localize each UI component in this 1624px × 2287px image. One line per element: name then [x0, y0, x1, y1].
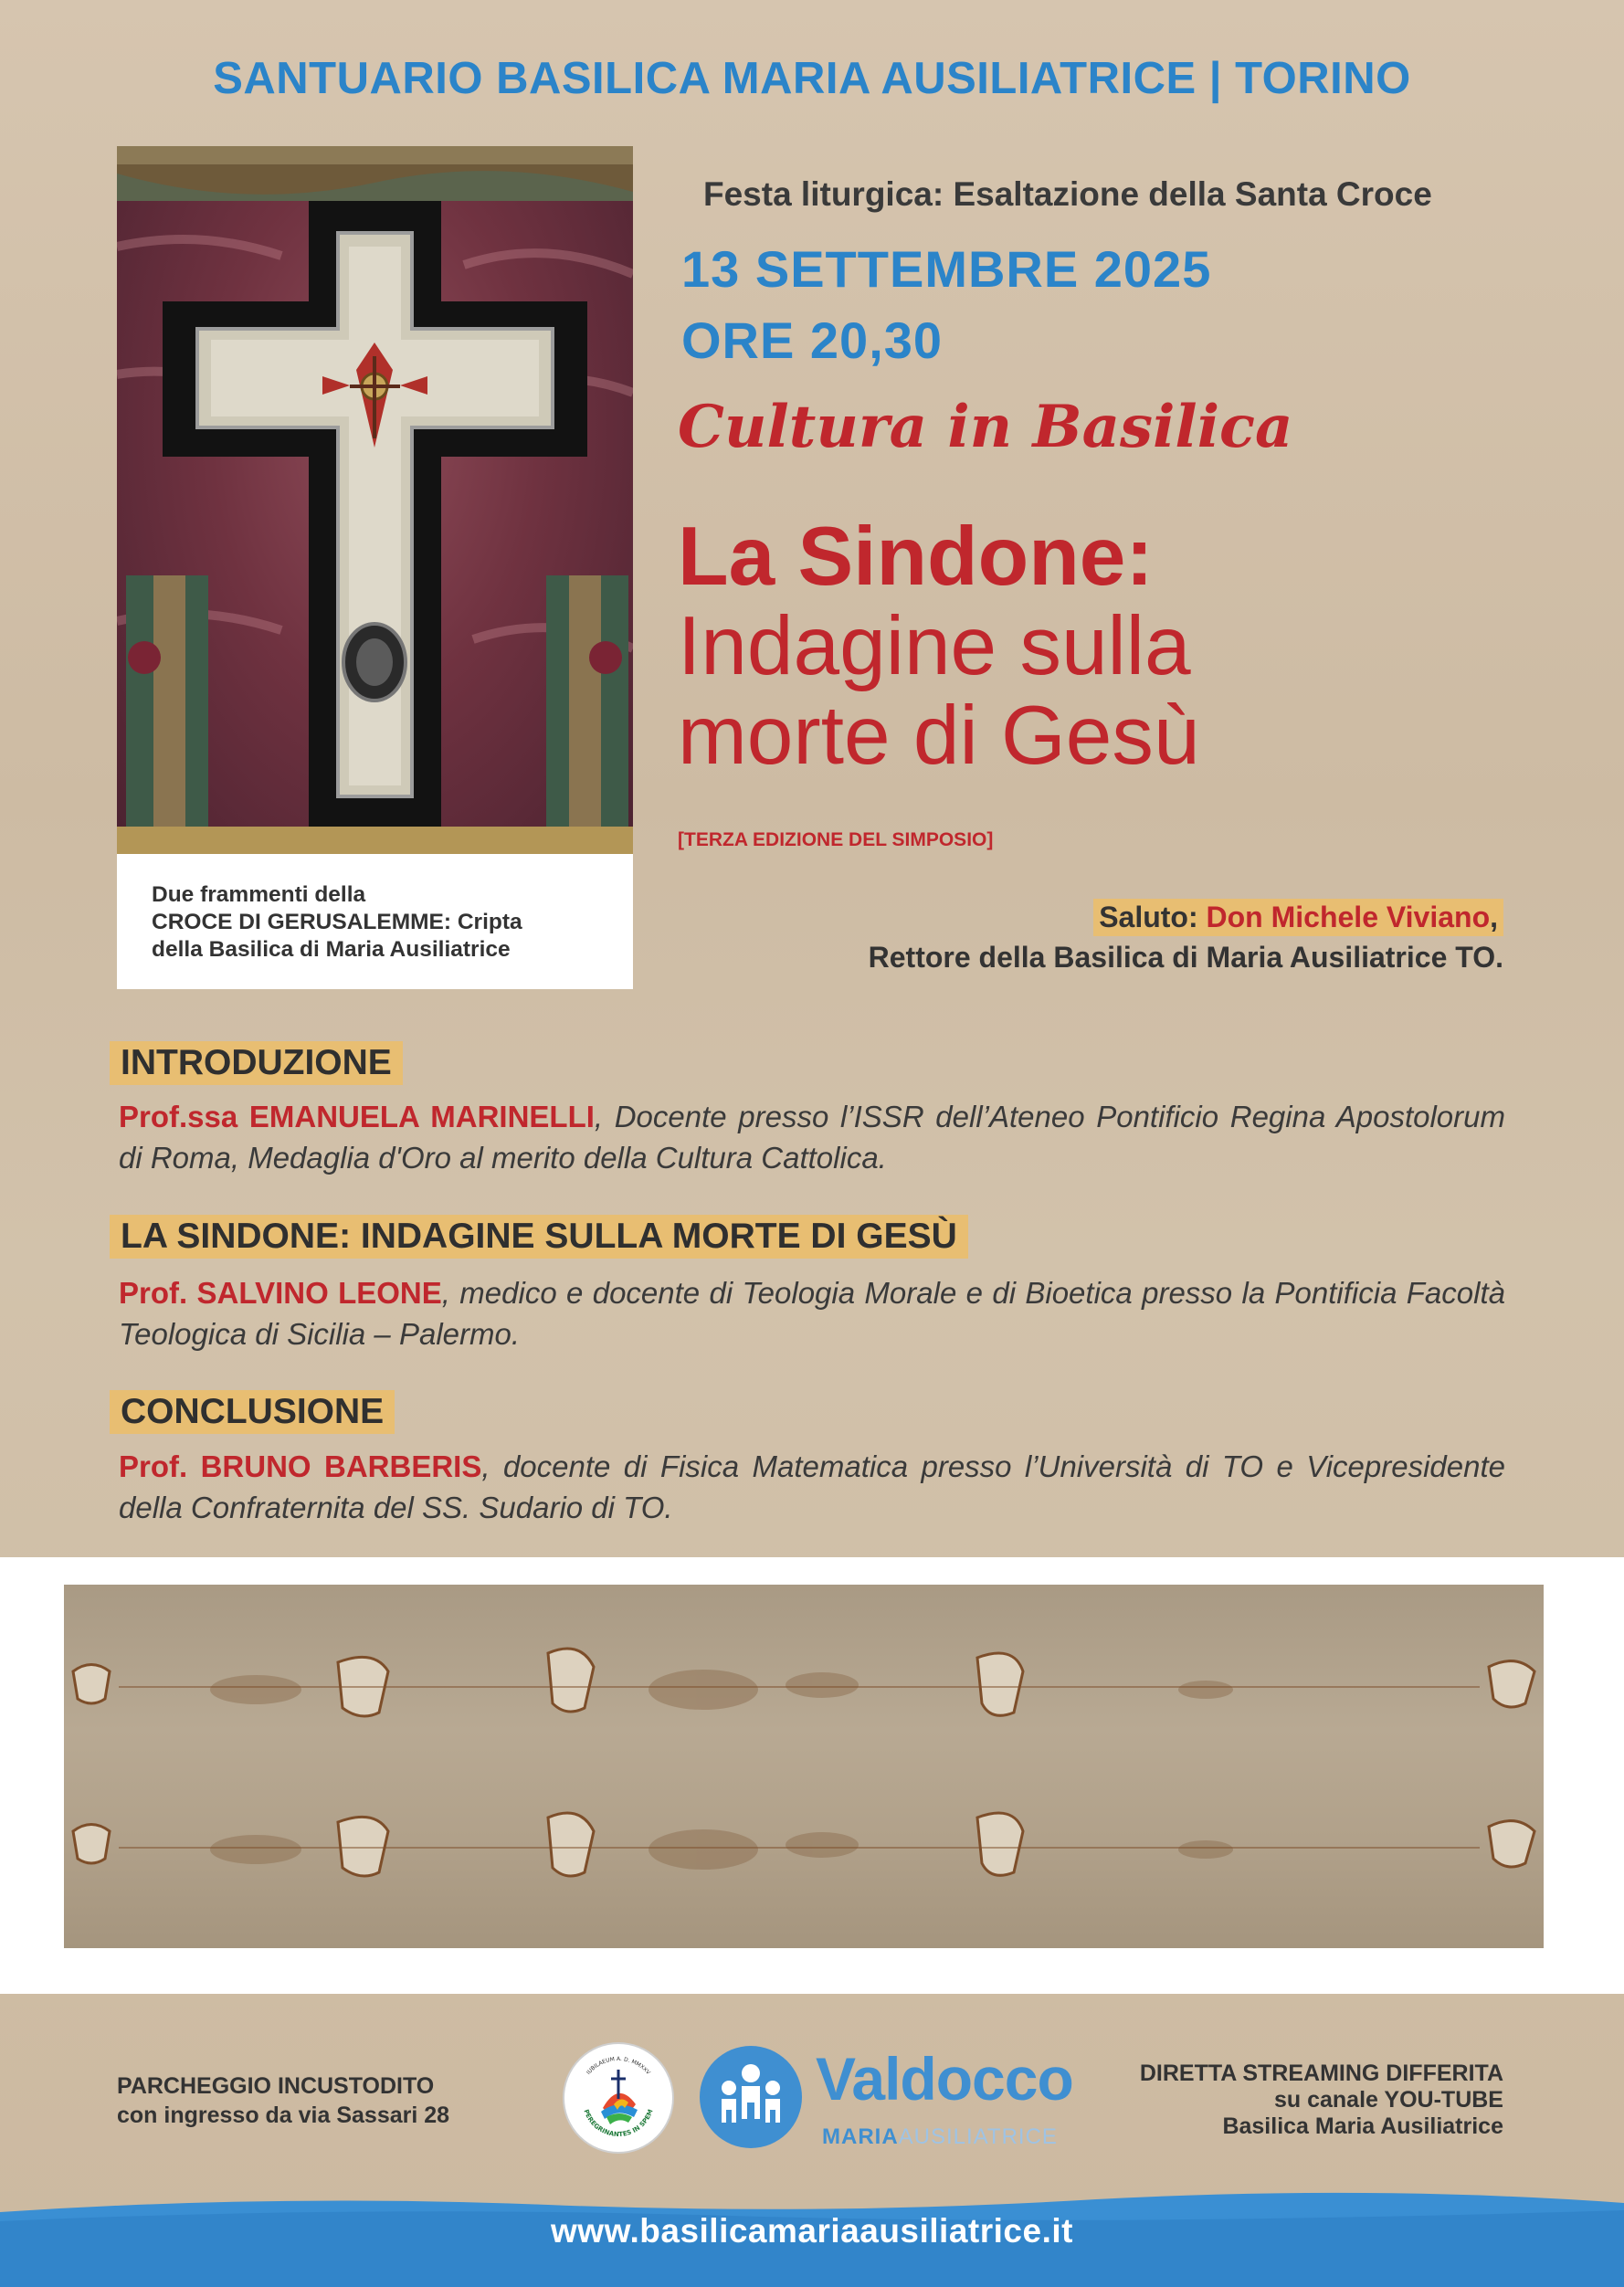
shroud-figure: [64, 1585, 1544, 1948]
saluto-label: Saluto:: [1099, 901, 1198, 933]
valdocco-logo-icon: [700, 2046, 802, 2148]
jubilee-arc-top: IUBILAEUM A. D. MMXXV: [585, 2056, 652, 2076]
festa-liturgica: Festa liturgica: Esaltazione della Santa Croce: [703, 175, 1432, 213]
section-body-intro: [119, 1096, 1505, 1178]
event-date: 13 SETTEMBRE 2025: [681, 240, 1212, 298]
section-body-conclusion: [119, 1446, 1505, 1528]
section-heading-conclusion: CONCLUSIONE: [110, 1390, 395, 1434]
jubilee-logo: [563, 2042, 674, 2154]
edition-note: [TERZA EDIZIONE DEL SIMPOSIO]: [678, 829, 994, 850]
valdocco-wordmark: Valdocco: [816, 2045, 1073, 2113]
header-title: SANTUARIO BASILICA MARIA AUSILIATRICE | TORINO: [213, 54, 1411, 103]
streaming-line-1: DIRETTA STREAMING DIFFERITA: [1139, 2060, 1503, 2086]
speaker-description: , Docente presso l’ISSR dell’Ateneo Pontificio Regina Apostolorum di Roma, Medaglia d'Oro al merito della Cultura Cattolica.: [119, 1100, 1505, 1175]
parking-info: [117, 2071, 449, 2130]
section-heading-main: LA SINDONE: INDAGINE SULLA MORTE DI GESÙ: [110, 1215, 968, 1259]
website-link[interactable]: www.basilicamariaausiliatrice.it: [551, 2212, 1073, 2250]
speaker-name: Prof. BRUNO BARBERIS: [119, 1449, 482, 1483]
speaker-name: Prof.ssa EMANUELA MARINELLI: [119, 1100, 595, 1133]
jubilee-arc-bottom: PEREGRINANTES IN SPEM: [582, 2108, 655, 2139]
caption-line-1: Due frammenti della: [152, 882, 366, 907]
photo-caption: [117, 854, 633, 989]
streaming-line-3: Basilica Maria Ausiliatrice: [1222, 2113, 1503, 2139]
section-heading-intro: INTRODUZIONE: [110, 1041, 403, 1085]
main-title-line-1: La Sindone:: [678, 511, 1154, 603]
valdocco-people-icon: [700, 2046, 802, 2148]
saluto-role: Rettore della Basilica di Maria Ausiliatrice TO.: [868, 941, 1503, 974]
speaker-name: Prof. SALVINO LEONE: [119, 1276, 442, 1310]
saluto-line: [1093, 899, 1503, 936]
event-time: ORE 20,30: [681, 311, 944, 369]
shroud-image: [64, 1585, 1544, 1948]
section-body-main: [119, 1272, 1505, 1354]
jubilee-2025-logo: [564, 2044, 672, 2152]
cross-icon: [117, 146, 633, 854]
saluto-name: Don Michele Viviano: [1206, 901, 1491, 933]
speaker-description: , medico e docente di Teologia Morale e di Bioetica presso la Pontificia Facoltà Teologica di Sicilia – Palermo.: [119, 1276, 1505, 1351]
series-title: Cultura in Basilica: [678, 393, 1293, 461]
caption-line-3: della Basilica di Maria Ausiliatrice: [152, 937, 511, 962]
valdocco-sub-bold: MARIA: [822, 2124, 899, 2149]
cross-photo: [117, 146, 633, 854]
saluto-comma: ,: [1490, 901, 1498, 933]
parking-line-1: PARCHEGGIO INCUSTODITO: [117, 2073, 435, 2099]
parking-line-2: con ingresso da via Sassari 28: [117, 2103, 450, 2128]
main-title-line-2: Indagine sulla: [678, 600, 1191, 692]
valdocco-subtitle: [822, 2124, 1058, 2150]
streaming-line-2: su canale YOU-TUBE: [1273, 2087, 1503, 2113]
streaming-info: [1140, 2060, 1503, 2140]
caption-line-2: CROCE DI GERUSALEMME: Cripta: [152, 910, 522, 934]
main-title-line-3: morte di Gesù: [678, 690, 1200, 782]
speaker-description: , docente di Fisica Matematica presso l’Università di TO e Vicepresidente della Confraternita del SS. Sudario di TO.: [119, 1449, 1505, 1524]
valdocco-sub-light: AUSILIATRICE: [898, 2124, 1058, 2149]
